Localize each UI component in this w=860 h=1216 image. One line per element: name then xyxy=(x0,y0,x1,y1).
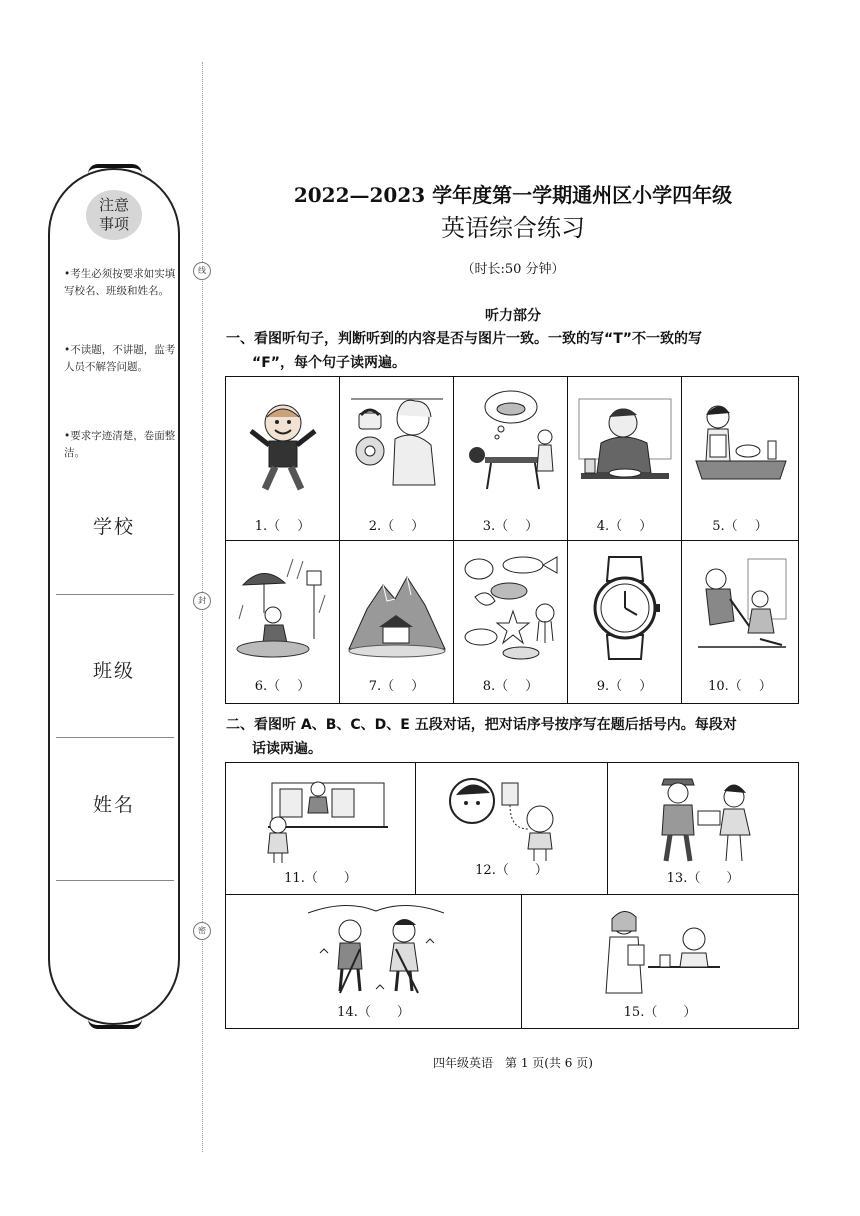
part1-answer-9[interactable]: 9.（ ） xyxy=(596,679,653,694)
part2-cell-14 xyxy=(226,895,522,1028)
part1-cell-5 xyxy=(682,377,798,541)
woman-washing-dishes-icon xyxy=(690,399,790,495)
man-eating-icon xyxy=(575,393,675,493)
cleaning-people-icon xyxy=(690,555,790,659)
notice-badge xyxy=(86,190,142,240)
part1-cell-7 xyxy=(340,541,454,703)
part2-cell-11 xyxy=(226,763,416,895)
ticket-booth-icon xyxy=(252,769,388,865)
notice-line1: 注意 xyxy=(98,196,129,214)
part2-cell-15 xyxy=(522,895,798,1028)
part1-cell-10 xyxy=(682,541,798,703)
kids-sharing-books-icon xyxy=(646,771,766,865)
sea-animals-icon xyxy=(459,551,563,663)
part1-instruction-2: “F”，每个句子读两遍。 xyxy=(252,355,406,371)
part1-instruction-1: 一、看图听句子，判断听到的内容是否与图片一致。一致的写“T”不一致的写 xyxy=(226,331,702,347)
rule-item-3: •要求字迹清楚，卷面整洁。 xyxy=(64,430,176,459)
section-title: 听力部分 xyxy=(485,308,541,324)
wristwatch-icon xyxy=(585,553,665,663)
panel-cap-top xyxy=(88,164,142,174)
notice-line2: 事项 xyxy=(98,215,129,233)
part1-answer-7[interactable]: 7.（ ） xyxy=(368,679,425,694)
girls-on-phone-icon xyxy=(436,769,586,865)
school-field-line[interactable] xyxy=(56,594,174,595)
class-field-line[interactable] xyxy=(56,737,174,738)
part1-answer-2[interactable]: 2.（ ） xyxy=(368,519,425,534)
part1-grid xyxy=(225,376,799,704)
rule-item-1: •考生必须按要求如实填写校名、班级和姓名。 xyxy=(64,268,176,297)
exam-title: 2022—2023 学年度第一学期通州区小学四年级 xyxy=(293,183,733,207)
part1-answer-4[interactable]: 4.（ ） xyxy=(596,519,653,534)
panel-cap-bottom xyxy=(88,1019,142,1029)
margin-mark-mi: 密 xyxy=(193,922,211,940)
part2-answer-15[interactable]: 15.（ ） xyxy=(623,1005,697,1020)
name-field-line[interactable] xyxy=(56,880,174,881)
class-label: 班级 xyxy=(92,660,135,682)
rule-item-2: •不读题，不讲题，监考人员不解答问题。 xyxy=(64,344,176,373)
part1-cell-4 xyxy=(568,377,682,541)
exam-subtitle: 英语综合练习 xyxy=(441,214,585,242)
part1-answer-10[interactable]: 10.（ ） xyxy=(708,679,772,694)
part2-grid xyxy=(225,762,799,1029)
part1-answer-8[interactable]: 8.（ ） xyxy=(482,679,539,694)
part1-cell-8 xyxy=(454,541,568,703)
margin-mark-feng: 封 xyxy=(193,592,211,610)
part1-answer-6[interactable]: 6.（ ） xyxy=(254,679,311,694)
kids-sweeping-leaves-icon xyxy=(306,903,446,999)
margin-mark-xian: 线 xyxy=(193,262,211,280)
grandma-phone-icon xyxy=(349,389,445,493)
dinner-table-icon xyxy=(461,385,561,495)
part1-cell-6 xyxy=(226,541,340,703)
part1-answer-5[interactable]: 5.（ ） xyxy=(712,519,768,534)
part1-cell-9 xyxy=(568,541,682,703)
page-footer: 四年级英语 第 1 页(共 6 页) xyxy=(433,1056,593,1070)
part1-cell-2 xyxy=(340,377,454,541)
part2-answer-12[interactable]: 12.（ ） xyxy=(475,863,548,878)
happy-boy-icon xyxy=(243,395,323,495)
part1-answer-1[interactable]: 1.（ ） xyxy=(254,519,311,534)
milk-breakfast-icon xyxy=(602,905,722,999)
part2-answer-11[interactable]: 11.（ ） xyxy=(284,871,357,886)
part1-cell-1 xyxy=(226,377,340,541)
part1-cell-3 xyxy=(454,377,568,541)
part2-cell-13 xyxy=(608,763,798,895)
school-label: 学校 xyxy=(92,516,135,538)
name-label: 姓名 xyxy=(92,794,135,816)
part2-answer-14[interactable]: 14.（ ） xyxy=(337,1005,410,1020)
mountain-house-icon xyxy=(347,555,447,659)
part2-answer-13[interactable]: 13.（ ） xyxy=(666,871,740,886)
part2-instruction-1: 二、看图听 A、B、C、D、E 五段对话，把对话序号按序写在题后括号内。每段对 xyxy=(226,717,737,733)
exam-duration: （时长:50 分钟） xyxy=(461,262,565,277)
part1-answer-3[interactable]: 3.（ ） xyxy=(482,519,539,534)
part2-cell-12 xyxy=(416,763,608,895)
part2-instruction-2: 话读两遍。 xyxy=(252,741,322,757)
rainy-day-icon xyxy=(233,555,333,659)
